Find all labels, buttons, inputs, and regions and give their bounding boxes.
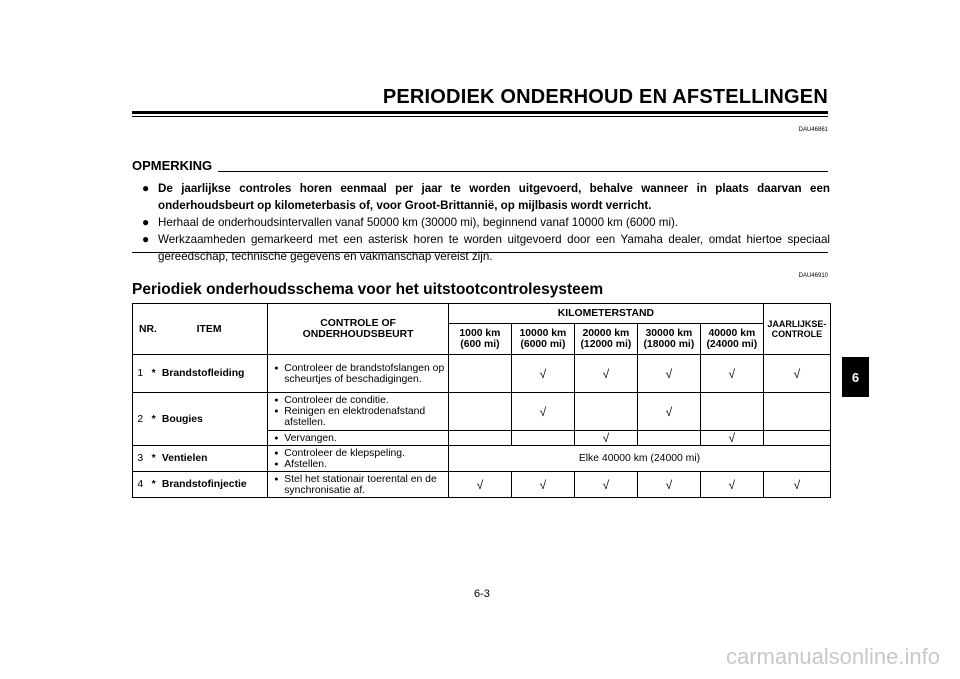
row-nr: 1 bbox=[133, 355, 148, 393]
check-mark: √ bbox=[637, 393, 700, 431]
control-item: ● Controleer de klepspeling. bbox=[284, 448, 446, 459]
header-yearly: JAARLIJKSE-CONTROLE bbox=[763, 304, 830, 355]
cell-km-1 bbox=[448, 355, 511, 393]
control-item: ● Stel het stationair toerental en de synchronisatie af. bbox=[284, 474, 446, 496]
note-rule bbox=[218, 171, 828, 172]
row-star: * bbox=[147, 355, 159, 393]
cell-km-1 bbox=[448, 431, 511, 446]
header-item: ITEM bbox=[196, 323, 222, 335]
cell-km-4 bbox=[637, 431, 700, 446]
cell-km-1 bbox=[448, 393, 511, 431]
note-bullet: ● Herhaal de onderhoudsintervallen vanaf 50000 km (30000 mi), beginnend vanaf 10000 km (6000 mi). bbox=[142, 215, 679, 229]
control-item: ● Vervangen. bbox=[284, 433, 446, 444]
check-mark: √ bbox=[511, 472, 574, 498]
row-item: Bougies bbox=[160, 393, 268, 446]
header-nr-item bbox=[133, 304, 268, 355]
row-star: * bbox=[147, 472, 159, 498]
note-code: DAU46861 bbox=[798, 127, 828, 133]
check-mark: √ bbox=[700, 472, 763, 498]
row-nr: 4 bbox=[133, 472, 148, 498]
maintenance-table bbox=[132, 303, 831, 498]
check-mark: √ bbox=[763, 472, 830, 498]
control-item: ● Controleer de brandstofslangen op scheurtjes of beschadigingen. bbox=[284, 363, 446, 385]
check-mark: √ bbox=[700, 431, 763, 446]
table-row bbox=[133, 472, 831, 498]
check-mark: √ bbox=[700, 355, 763, 393]
row-controls bbox=[268, 355, 449, 393]
cell-km-5 bbox=[700, 393, 763, 431]
header-km-3: 20000 km (12000 mi) bbox=[574, 324, 637, 355]
title-rule bbox=[132, 111, 828, 114]
note-heading: OPMERKING bbox=[132, 158, 213, 173]
header-km-1: 1000 km (600 mi) bbox=[448, 324, 511, 355]
cell-km-3 bbox=[574, 393, 637, 431]
table-row bbox=[133, 393, 831, 431]
watermark: carmanualsonline.info bbox=[725, 644, 940, 669]
row-nr: 2 bbox=[133, 393, 148, 446]
bullet-icon: ● bbox=[142, 181, 150, 195]
note-bullet: ● Werkzaamheden gemarkeerd met een asterisk horen te worden uitgevoerd door een Yamaha dealer, omdat hiertoe speciaal gereedschap, technische gegevens en vakmanschap vereist zijn. bbox=[142, 232, 830, 263]
check-mark: √ bbox=[637, 355, 700, 393]
row-item: Brandstofleiding bbox=[160, 355, 268, 393]
section-title: Periodiek onderhoudsschema voor het uitstootcontrolesysteem bbox=[132, 281, 604, 298]
row-nr: 3 bbox=[133, 446, 148, 472]
row-controls bbox=[268, 431, 449, 446]
row-controls bbox=[268, 446, 449, 472]
header-km-2: 10000 km (6000 mi) bbox=[511, 324, 574, 355]
row-controls bbox=[268, 472, 449, 498]
check-mark: √ bbox=[574, 472, 637, 498]
page-title: PERIODIEK ONDERHOUD EN AFSTELLINGEN bbox=[382, 86, 828, 108]
check-mark: √ bbox=[637, 472, 700, 498]
header-nr: NR. bbox=[139, 323, 157, 335]
row-controls bbox=[268, 393, 449, 431]
row-item: Brandstofinjectie bbox=[160, 472, 268, 498]
row-star: * bbox=[147, 393, 159, 446]
row-item: Ventielen bbox=[160, 446, 268, 472]
chapter-tab: 6 bbox=[842, 357, 869, 397]
check-mark: √ bbox=[511, 393, 574, 431]
check-mark: √ bbox=[511, 355, 574, 393]
check-mark: √ bbox=[574, 355, 637, 393]
row-star: * bbox=[147, 446, 159, 472]
header-km-5: 40000 km (24000 mi) bbox=[700, 324, 763, 355]
check-mark: √ bbox=[448, 472, 511, 498]
table-row bbox=[133, 355, 831, 393]
bullet-icon: ● bbox=[142, 215, 150, 229]
row-interval-note: Elke 40000 km (24000 mi) bbox=[448, 446, 830, 472]
section-code: DAU46910 bbox=[798, 273, 828, 279]
title-rule-thin bbox=[132, 116, 828, 117]
control-item: ● Afstellen. bbox=[284, 459, 446, 470]
cell-yearly bbox=[763, 393, 830, 431]
header-controle: CONTROLE OF ONDERHOUDSBEURT bbox=[268, 304, 449, 355]
header-km-4: 30000 km (18000 mi) bbox=[637, 324, 700, 355]
control-item: ● Controleer de conditie. bbox=[284, 395, 446, 406]
note-bullet: ● De jaarlijkse controles horen eenmaal per jaar te worden uitgevoerd, behalve wanneer in plaats daarvan een onderhoudsbeurt op kilometerbasis of, voor Groot-Brittannië, op mijlbasis wordt verricht. bbox=[142, 181, 830, 212]
note-bottom-rule bbox=[132, 252, 828, 253]
table-row bbox=[133, 446, 831, 472]
header-km: KILOMETERSTAND bbox=[448, 304, 763, 324]
page-number: 6-3 bbox=[474, 588, 490, 600]
check-mark: √ bbox=[574, 431, 637, 446]
cell-yearly bbox=[763, 431, 830, 446]
bullet-icon: ● bbox=[142, 232, 150, 246]
check-mark: √ bbox=[763, 355, 830, 393]
control-item: ● Reinigen en elektrodenafstand afstellen. bbox=[284, 406, 446, 428]
cell-km-2 bbox=[511, 431, 574, 446]
